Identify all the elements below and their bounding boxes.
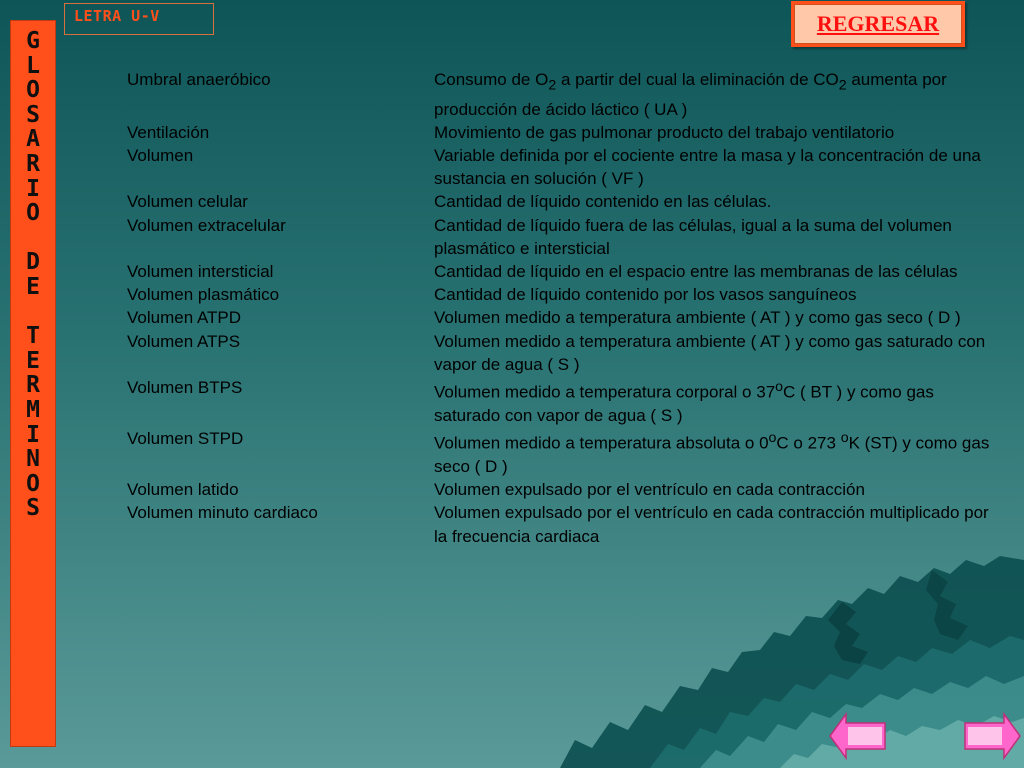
previous-slide-button[interactable] <box>828 711 888 761</box>
glossary-term: Volumen plasmático <box>127 285 280 305</box>
glossary-term: Volumen celular <box>127 192 248 212</box>
glossary-term: Volumen minuto cardiaco <box>127 503 318 523</box>
arrow-left-highlight <box>848 727 882 745</box>
glossary-term: Volumen ATPD <box>127 308 242 328</box>
title-letter: S <box>26 101 40 128</box>
glossary-definition <box>434 68 997 121</box>
glossary-entry-volumen-minuto-cardiaco <box>127 501 997 547</box>
glossary-entry-volumen-btps <box>127 376 997 427</box>
glossary-term: Umbral anaeróbico <box>127 70 271 89</box>
glossary-definition: Cantidad de líquido contenido en las células. <box>434 192 772 212</box>
glossary-term: Volumen extracelular <box>127 215 286 235</box>
title-letter: M <box>26 396 40 423</box>
glossary-term: Volumen STPD <box>127 429 244 449</box>
definition-text: a partir del cual la eliminación de CO <box>556 70 839 89</box>
title-letter: O <box>26 470 40 497</box>
definition-text: Volumen medido a temperatura corporal o 37 <box>434 382 776 402</box>
title-letter: T <box>26 323 40 350</box>
title-letter: A <box>26 126 40 153</box>
glossary-entry-volumen <box>127 144 997 190</box>
glossary-term: Volumen <box>127 146 194 165</box>
glossary-definition: Cantidad de líquido fuera de las células, igual a la suma del volumen plasmático e intersticial <box>434 215 952 258</box>
title-letter: G <box>26 28 40 54</box>
glossary-definition: Cantidad de líquido en el espacio entre las membranas de las células <box>434 262 958 282</box>
arrow-right-highlight <box>968 727 1002 745</box>
letter-range-label: LETRA U-V <box>64 3 214 35</box>
title-letter: R <box>26 150 40 177</box>
title-letter: I <box>26 175 40 202</box>
definition-text: Consumo de O <box>434 70 549 89</box>
definition-text: aumenta por producción de ácido láctico ( UA ) <box>434 70 947 119</box>
glossary-entry-umbral-anaerobico <box>127 68 997 121</box>
superscript: o <box>840 430 849 447</box>
glossary-term: Volumen ATPS <box>127 331 241 351</box>
glossary-entry-volumen-atps <box>127 330 997 376</box>
glossary-entry-ventilacion <box>127 121 997 144</box>
title-letter: E <box>26 347 40 374</box>
definition-text: K (ST) y como gas seco ( D ) <box>434 433 990 476</box>
glossary-definition: Volumen expulsado por el ventrículo en cada contracción multiplicado por la frecuencia cardiaca <box>434 503 989 546</box>
glossary-definition: Movimiento de gas pulmonar producto del trabajo ventilatorio <box>434 122 895 142</box>
glossary-entry-volumen-latido <box>127 478 997 501</box>
glossary-definition: Volumen medido a temperatura ambiente ( AT ) y como gas saturado con vapor de agua ( S ) <box>434 331 986 374</box>
title-letter: I <box>26 421 40 448</box>
title-letter: S <box>26 495 40 522</box>
glossary-definition: Cantidad de líquido contenido por los vasos sanguíneos <box>434 285 857 305</box>
glossary-entry-volumen-celular <box>127 190 997 213</box>
definition-text: C o 273 <box>776 433 841 453</box>
glosario-vertical-title <box>10 20 56 747</box>
glossary-list <box>127 68 997 548</box>
glossary-definition: Variable definida por el cociente entre la masa y la concentración de una sustancia en solución ( VF ) <box>434 146 981 189</box>
regresar-button[interactable] <box>791 1 965 47</box>
glossary-definition <box>434 427 997 478</box>
title-letter: O <box>26 77 40 104</box>
title-letter: L <box>26 52 40 79</box>
glossary-entry-volumen-extracelular <box>127 214 997 260</box>
glossary-entry-volumen-plasmatico <box>127 283 997 306</box>
glossary-term: Volumen intersticial <box>127 262 274 282</box>
title-letter: N <box>26 446 40 473</box>
title-letter: D <box>26 249 40 276</box>
glossary-term: Ventilación <box>127 122 210 142</box>
glossary-term: Volumen BTPS <box>127 378 243 398</box>
next-slide-button[interactable] <box>962 711 1022 761</box>
superscript: o <box>768 430 777 447</box>
title-letter: E <box>26 273 40 300</box>
subscript: 2 <box>838 77 847 94</box>
glossary-entry-volumen-atpd <box>127 306 997 329</box>
glossary-entry-volumen-stpd <box>127 427 997 478</box>
title-letter: O <box>26 200 40 227</box>
superscript: o <box>775 379 784 396</box>
regresar-button-label[interactable]: REGRESAR <box>816 11 940 36</box>
definition-text: Volumen medido a temperatura absoluta o 0 <box>434 433 769 453</box>
glossary-definition: Volumen expulsado por el ventrículo en cada contracción <box>434 480 865 500</box>
title-letter: R <box>26 372 40 399</box>
regresar-button-face[interactable] <box>794 4 962 44</box>
glossary-term: Volumen latido <box>127 480 239 500</box>
glossary-entry-volumen-intersticial <box>127 260 997 283</box>
definition-text: C ( BT ) y como gas saturado con vapor de agua ( S ) <box>434 382 934 425</box>
glossary-definition <box>434 376 997 427</box>
subscript: 2 <box>548 77 557 94</box>
glossary-definition: Volumen medido a temperatura ambiente ( AT ) y como gas seco ( D ) <box>434 308 961 328</box>
